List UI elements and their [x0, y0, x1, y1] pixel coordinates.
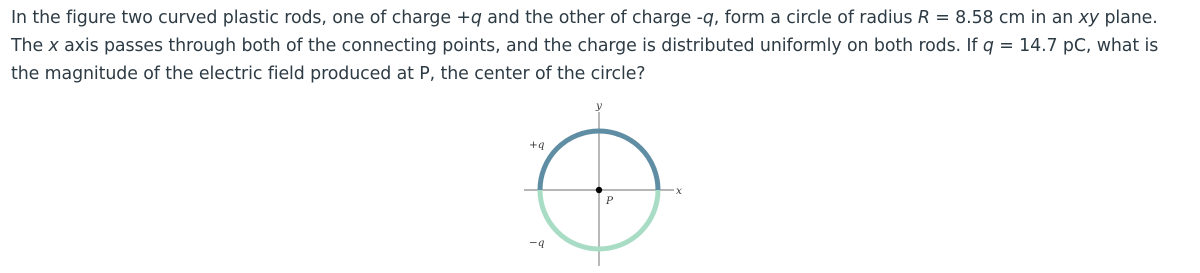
x-axis-label: x — [676, 185, 682, 197]
charged-rods-figure — [510, 98, 700, 268]
question-part-1: In the figure two curved plastic rods, one of charge + — [11, 8, 471, 28]
plus-q-label: +q — [529, 139, 545, 151]
center-label-P: P — [606, 195, 614, 207]
y-axis-label: y — [596, 100, 602, 112]
question-var-xy: xy — [1078, 8, 1100, 28]
question-text — [11, 4, 1191, 88]
question-part-7: = 14.7 pC, what is the magnitude of the electric field produced at P, the center of the circle? — [11, 36, 1159, 84]
question-var-x: x — [48, 36, 59, 56]
center-point-P — [596, 187, 602, 193]
minus-q-label: −q — [529, 237, 545, 249]
question-part-4: = 8.58 cm in an — [929, 8, 1079, 28]
question-part-6: axis passes through both of the connecting points, and the charge is distributed uniformly on both rods. If — [58, 36, 983, 56]
question-var-q: q — [470, 8, 482, 28]
question-var-q: q — [982, 36, 994, 56]
question-var-R: R — [917, 8, 930, 28]
question-part-5: plane. The — [11, 8, 1158, 56]
question-part-3: , form a circle of radius — [713, 8, 918, 28]
figure-svg — [510, 98, 700, 268]
question-part-2: and the other of charge - — [481, 8, 703, 28]
question-var-q: q — [702, 8, 714, 28]
